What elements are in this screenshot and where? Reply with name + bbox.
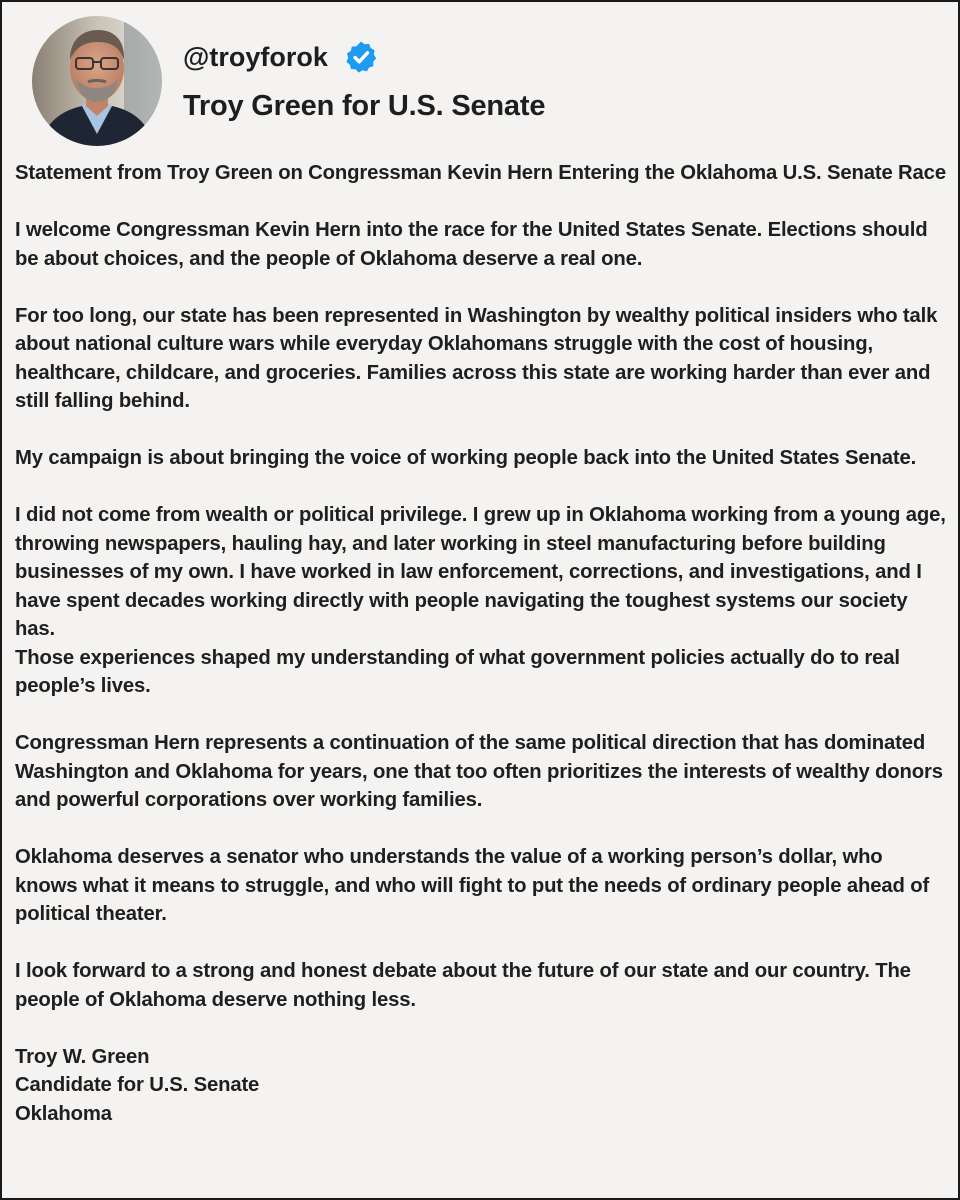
paragraph-welcome: I welcome Congressman Kevin Hern into the race for the United States Senate. Elections should be about choices, and the people of Oklahoma deserve a real one.: [15, 219, 928, 270]
paragraph-senator: Oklahoma deserves a senator who understands the value of a working person’s dollar, who knows what it means to struggle, and who will fight to put the needs of ordinary people ahead of political theater.: [15, 846, 930, 925]
display-name: Troy Green for U.S. Senate: [183, 90, 546, 122]
account-identity: [183, 37, 545, 123]
signature-name: Troy W. Green: [15, 1045, 150, 1068]
paragraph-hern: Congressman Hern represents a continuation of the same political direction that has dominated Washington and Oklahoma for years, one that too often prioritizes the interests of wealthy donors and powerful corporations over working families.: [15, 732, 943, 811]
signature-state: Oklahoma: [15, 1102, 112, 1125]
statement-title: Statement from Troy Green on Congressman Kevin Hern Entering the Oklahoma U.S. Senate Race: [15, 162, 946, 184]
statement-body: [15, 159, 949, 1128]
account-handle[interactable]: @troyforok: [183, 41, 328, 72]
avatar[interactable]: [32, 16, 162, 146]
signature-role: Candidate for U.S. Senate: [15, 1074, 260, 1096]
paragraph-debate: I look forward to a strong and honest debate about the future of our state and our country. The people of Oklahoma deserve nothing less.: [15, 960, 911, 1011]
handle-row: [183, 37, 545, 77]
signature-block: [15, 1043, 949, 1129]
paragraph-campaign: My campaign is about bringing the voice of working people back into the United States Senate.: [15, 447, 917, 469]
verified-badge-icon: [344, 40, 378, 74]
avatar-portrait-icon: [32, 16, 162, 146]
post-header: [32, 14, 545, 148]
paragraph-insiders: For too long, our state has been represented in Washington by wealthy political insiders who talk about national culture wars while everyday Oklahomans struggle with the cost of housing, healthcare, childcare, and groceries. Families across this state are working harder than ever and still falling behind.: [15, 304, 938, 412]
paragraph-background: I did not come from wealth or political privilege. I grew up in Oklahoma working from a young age, throwing newspapers, hauling hay, and later working in steel manufacturing before building businesses of my own. I have worked in law enforcement, corrections, and investigations, and I have spent decades working directly with people navigating the toughest systems our society has.: [15, 504, 946, 640]
paragraph-experiences: Those experiences shaped my understanding of what government policies actually do to real people’s lives.: [15, 646, 900, 697]
